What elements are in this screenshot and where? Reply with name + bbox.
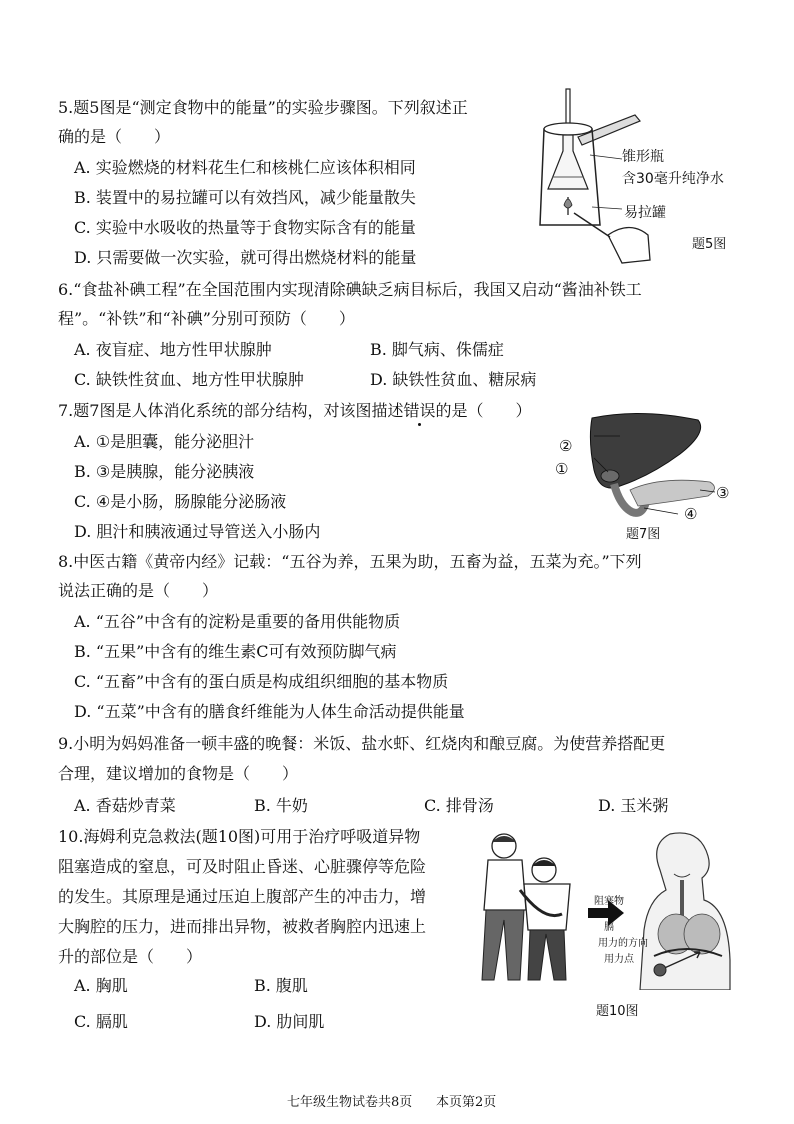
- q9-option-a: A. 香菇炒青菜: [74, 796, 176, 815]
- q8-option-b: B. “五果”中含有的维生素C可有效预防脚气病: [74, 642, 397, 661]
- q10-stem-line3: 的发生。其原理是通过压迫上腹部产生的冲击力，增: [58, 887, 427, 906]
- q7-stem: [58, 400, 531, 422]
- q7-marker-2: ②: [559, 437, 573, 455]
- q7-option-a: A. ①是胆囊，能分泌胆汁: [74, 432, 255, 451]
- q7-option-c: C. ④是小肠，肠腺能分泌肠液: [74, 492, 287, 511]
- q6-stem-line2: 程”。“补铁”和“补碘”分别可预防（ ）: [58, 309, 355, 328]
- q5-label-water: 含30毫升纯净水: [622, 171, 724, 187]
- q9-stem-line1: 9.小明为妈妈准备一顿丰盛的晚餐：米饭、盐水虾、红烧肉和酿豆腐。为使营养搭配更: [58, 734, 666, 753]
- q10-label-blockage: 阻塞物: [594, 896, 624, 907]
- q7-stem-emphasis: 错误: [403, 401, 436, 420]
- q7-option-d: D. 胆汁和胰液通过导管送入小肠内: [74, 522, 321, 541]
- q7-figure-digestive: [580, 410, 735, 530]
- q5-option-c: C. 实验中水吸收的热量等于食物实际含有的能量: [74, 218, 416, 237]
- q5-figure-caption: 题5图: [692, 237, 727, 252]
- q10-label-force-direction: 用力的方向: [598, 938, 648, 949]
- q6-option-a: A. 夜盲症、地方性甲状腺肿: [74, 340, 272, 359]
- q10-stem-line1: 10.海姆利克急救法(题10图)可用于治疗呼吸道异物: [58, 827, 421, 846]
- q9-option-c: C. 排骨汤: [424, 796, 494, 815]
- q7-stem-post: 的是（ ）: [435, 401, 532, 420]
- q10-option-c: C. 膈肌: [74, 1012, 128, 1031]
- q10-stem-line5: 升的部位是（ ）: [58, 947, 203, 966]
- q10-label-diaphragm: 膈: [604, 922, 614, 933]
- q9-stem-line2: 合理，建议增加的食物是（ ）: [58, 764, 299, 783]
- q10-figure-caption: 题10图: [596, 1004, 639, 1019]
- q6-stem-line1: 6.“食盐补碘工程”在全国范围内实现清除碘缺乏病目标后，我国又启动“酱油补铁工: [58, 280, 642, 299]
- q7-figure-caption: 题7图: [626, 527, 661, 542]
- q5-label-can: 易拉罐: [624, 205, 666, 221]
- q8-option-a: A. “五谷”中含有的淀粉是重要的备用供能物质: [74, 612, 401, 631]
- q10-option-b: B. 腹肌: [254, 976, 308, 995]
- q5-option-a: A. 实验燃烧的材料花生仁和核桃仁应该体积相同: [74, 158, 416, 177]
- q8-option-c: C. “五畜”中含有的蛋白质是构成组织细胞的基本物质: [74, 672, 449, 691]
- q9-option-d: D. 玉米粥: [598, 796, 669, 815]
- q7-marker-1: ①: [555, 460, 569, 478]
- q10-stem-line4: 大胸腔的压力，进而排出异物，被救者胸腔内迅速上: [58, 917, 427, 936]
- footer-total-pages: 七年级生物试卷共8页: [287, 1095, 413, 1110]
- q10-label-force-point: 用力点: [604, 954, 634, 965]
- q8-stem-line2: 说法正确的是（ ）: [58, 581, 219, 600]
- q5-option-b: B. 装置中的易拉罐可以有效挡风，减少能量散失: [74, 188, 416, 207]
- q5-stem-line1: 5.题5图是“测定食物中的能量”的实验步骤图。下列叙述正: [58, 98, 468, 117]
- q10-option-d: D. 肋间肌: [254, 1012, 325, 1031]
- q9-option-b: B. 牛奶: [254, 796, 308, 815]
- q10-option-a: A. 胸肌: [74, 976, 128, 995]
- q7-option-b: B. ③是胰腺，能分泌胰液: [74, 462, 255, 481]
- q10-figure-rescue: [474, 830, 584, 990]
- q5-stem-line2: 确的是（ ）: [58, 127, 171, 146]
- q7-marker-4: ④: [684, 505, 698, 523]
- q7-stem-pre: 7.题7图是人体消化系统的部分结构，对该图描述: [58, 401, 404, 420]
- q8-option-d: D. “五菜”中含有的膳食纤维能为人体生命活动提供能量: [74, 702, 465, 721]
- q7-marker-3: ③: [716, 484, 730, 502]
- q10-figure-anatomy: [630, 830, 740, 990]
- footer-page-number: 本页第2页: [436, 1095, 497, 1110]
- q5-option-d: D. 只需要做一次实验，就可得出燃烧材料的能量: [74, 248, 417, 267]
- q6-option-d: D. 缺铁性贫血、糖尿病: [370, 370, 537, 389]
- q8-stem-line1: 8.中医古籍《黄帝内经》记载：“五谷为养，五果为助，五畜为益，五菜为充。”下列: [58, 552, 642, 571]
- q5-label-flask: 锥形瓶: [622, 149, 664, 165]
- q6-option-c: C. 缺铁性贫血、地方性甲状腺肿: [74, 370, 304, 389]
- q10-stem-line2: 阻塞造成的窒息，可及时阻止昏迷、心脏骤停等危险: [58, 857, 427, 876]
- q6-option-b: B. 脚气病、侏儒症: [370, 340, 504, 359]
